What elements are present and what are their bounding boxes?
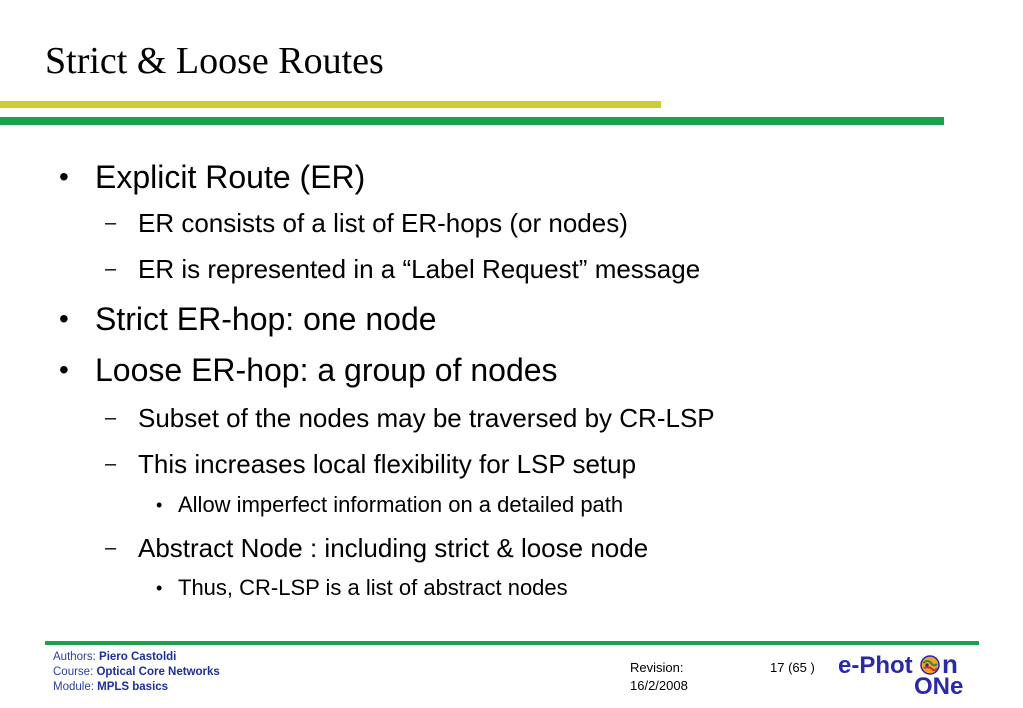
logo-text-line2: ONe xyxy=(914,673,964,700)
bullet-item xyxy=(59,351,558,389)
bullet-text: ER is represented in a “Label Request” message xyxy=(138,254,701,284)
bullet-item xyxy=(105,402,715,434)
bullet-marker: – xyxy=(105,537,117,559)
module-label: Module: xyxy=(53,681,94,693)
bullet-marker: – xyxy=(105,212,117,234)
globe-icon xyxy=(920,655,940,675)
bullet-item xyxy=(105,253,701,285)
authors-label: Authors: xyxy=(53,651,96,663)
bullet-marker: – xyxy=(105,258,117,280)
bullet-item xyxy=(105,532,649,564)
bullet-marker: • xyxy=(59,303,69,334)
logo-text-line1-end: n xyxy=(942,649,958,679)
course-label: Course: xyxy=(53,666,94,678)
bullet-text: Thus, CR-LSP is a list of abstract nodes xyxy=(178,575,568,600)
footer-authors xyxy=(53,650,220,665)
bullet-text: Loose ER-hop: a group of nodes xyxy=(95,352,558,388)
authors-value: Piero Castoldi xyxy=(99,651,177,663)
bullet-marker: • xyxy=(156,578,163,598)
bullet-item xyxy=(156,491,624,519)
logo-text-line1: e-Phot xyxy=(838,652,913,679)
bullet-item xyxy=(59,300,437,338)
bullet-marker: • xyxy=(59,354,69,385)
bullet-text: Explicit Route (ER) xyxy=(95,159,366,195)
bullet-marker: – xyxy=(105,453,117,475)
bullet-marker: • xyxy=(59,161,69,192)
bullet-marker: • xyxy=(156,495,163,515)
page-number: 17 (65 ) xyxy=(770,660,815,675)
revision-label: Revision: xyxy=(630,660,684,675)
title-underline-yellow xyxy=(0,101,661,108)
bullet-text: Allow imperfect information on a detailed path xyxy=(178,492,624,517)
bullet-text: This increases local flexibility for LSP setup xyxy=(138,449,637,479)
revision-date: 16/2/2008 xyxy=(630,678,688,693)
bullet-text: ER consists of a list of ER-hops (or nodes) xyxy=(138,208,628,238)
bullet-marker: – xyxy=(105,407,117,429)
bullet-item xyxy=(105,207,628,239)
footer-course xyxy=(53,665,220,680)
module-value: MPLS basics xyxy=(97,681,169,693)
title-underline-green xyxy=(0,117,944,125)
footer-divider xyxy=(45,641,979,645)
slide-title: Strict & Loose Routes xyxy=(45,40,384,82)
bullet-item xyxy=(59,158,366,196)
footer-revision xyxy=(630,659,688,695)
e-photon-one-logo xyxy=(838,649,988,700)
bullet-text: Abstract Node : including strict & loose node xyxy=(138,533,649,563)
course-value: Optical Core Networks xyxy=(96,666,220,678)
footer-credits xyxy=(53,650,220,695)
bullet-item xyxy=(105,448,637,480)
bullet-text: Subset of the nodes may be traversed by CR-LSP xyxy=(138,403,715,433)
bullet-item xyxy=(156,574,568,602)
footer-module xyxy=(53,680,220,695)
bullet-text: Strict ER-hop: one node xyxy=(95,301,437,337)
